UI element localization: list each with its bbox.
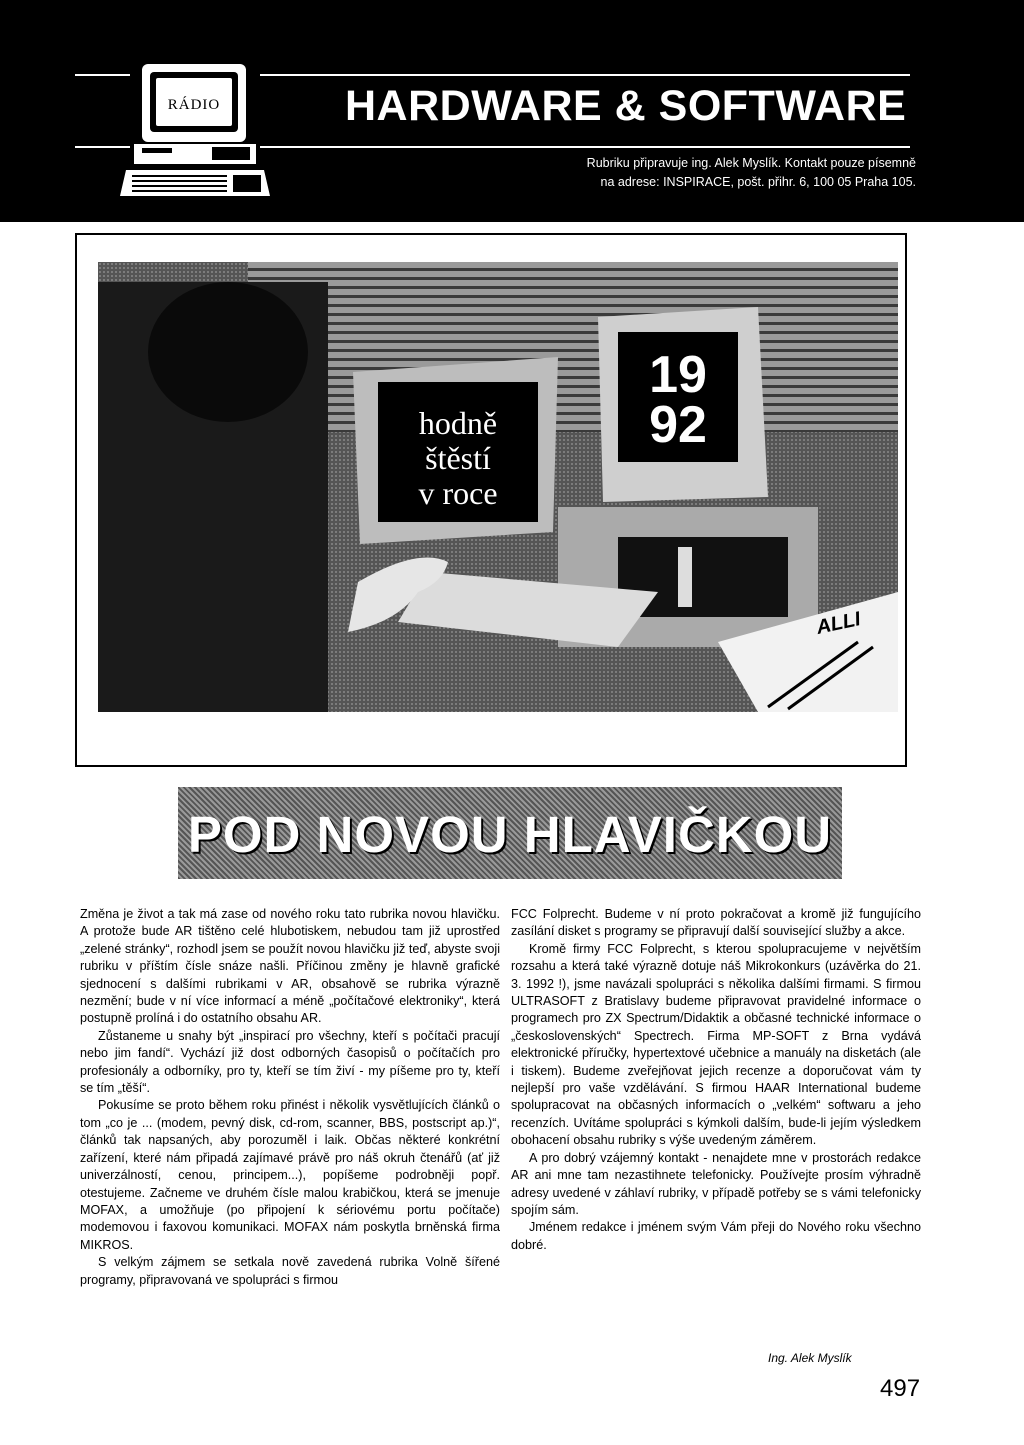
paragraph: Pokusíme se proto během roku přinést i několik vysvětlujících článků o tom „co je ... (modem, pevný disk, cd-rom, scanner, BBS, postscript ap.)“, článků tak napsaných, aby porozuměl i laik. Občas některé konkrétní zařízení, které nám připadá zajímavé právě pro náš okruh čtenářů (ať již univerzálností, cenou, principem...), popíšeme podrobněji popř. otestujeme. Začneme ve druhém čísle malou krabičkou, která se jmenuje MOFAX, a umožňuje (po připojení k sériovému portu počítače) modemovou i faxovou komunikaci. MOFAX nám poskytla brněnská firma MIKROS. <box>80 1098 500 1252</box>
paragraph: Jménem redakce i jménem svým Vám přeji do Nového roku všechno dobré. <box>511 1220 921 1252</box>
author-signature: Ing. Alek Myslík <box>768 1351 852 1365</box>
paragraph: S velkým zájmem se setkala nově zavedená rubrika Volně šířené programy, připravovaná ve spolupráci s firmou <box>80 1255 500 1287</box>
contact-info <box>496 154 916 192</box>
screen-right-line-2: 92 <box>649 396 707 454</box>
paragraph: A pro dobrý vzájemný kontakt - nenajdete mne v prostorách redakce AR ani mne tam nezastihnete telefonicky. Používejte prosím výhradně adresy uvedené v záhlaví rubriky, v případě potřeby se s vámi telefonicky spojím sám. <box>511 1150 921 1217</box>
computer-logo-icon <box>120 58 270 198</box>
contact-line-2: na adrese: INSPIRACE, pošt. přihr. 6, 100 05 Praha 105. <box>600 175 916 189</box>
screen-left-line-1: hodně <box>418 405 498 441</box>
photo-illustration <box>98 262 898 712</box>
paragraph: Zůstaneme u snahy být „inspirací pro všechny, kteří s počítači pracují nebo jim fandí“. Vychází již dost odborných časopisů o počítačích pro profesionály a odborníky, pro ty, kteří se tím živí - my píšeme pro ty, kteří se tím „těší“. <box>80 1028 500 1096</box>
section-header <box>0 0 1024 222</box>
paragraph: Změna je život a tak má zase od nového roku tato rubrika novou hlavičku. A protože bude AR tištěno celé hlubotiskem, nebudou tam již uprostřed „zelené stránky“, rozhodl jsem se použít novou hlavičku již teď, abyste svoji rubriku v příštím čísle snáze našli. Příčinou změny je hlavně grafické sjednocení s dalšími rubrikami v AR, obsahově se rubrika výrazně nezmění; bude v ní více informací a méně „počítačové elektroniky“, která postupně prolíná i do ostatního obsahu AR. <box>80 907 500 1026</box>
article-column-left <box>80 906 500 1289</box>
article-headline: POD NOVOU HLAVIČKOU <box>187 806 833 863</box>
article-column-right <box>511 906 921 1254</box>
screen-left-line-3: v roce <box>418 475 498 511</box>
page-number: 497 <box>880 1375 921 1402</box>
screen-right-line-1: 19 <box>649 346 707 404</box>
contact-line-1: Rubriku připravuje ing. Alek Myslík. Kontakt pouze písemně <box>586 156 916 170</box>
section-title: HARDWARE & SOFTWARE <box>345 82 907 130</box>
paragraph: FCC Folprecht. Budeme v ní proto pokračovat a kromě již fungujícího zasílání disket s programy se připravují další související služby a akce. <box>511 907 921 939</box>
headline-banner <box>178 787 842 879</box>
logo-text: RÁDIO <box>167 97 221 113</box>
paragraph: Kromě firmy FCC Folprecht, s kterou spolupracujeme v největším rozsahu a která také výrazně dotuje náš Mikrokonkurs (uzávěrka do 21. 3. 1992 !), jsme navázali spolupráci s několika dalšími firmami. S firmou ULTRASOFT z Bratislavy budeme připravovat pravidelné informace o programech pro ZX Spectrum/Didaktik a občasné technické informace o „československých“ Spectrech. Firma MP-SOFT z Brna vydává elektronické příručky, hypertextové učebnice a manuály na disketách (ale i tiskem). Budeme zveřejňovat jejich recenze a doporučovat vám ty nejlepší pro vaše vzdělávání. S firmou HAAR International budeme spolupracovat na občasných informacích o „velkém“ softwaru a jeho recenzích. Uvítáme spolupráci s kýmkoli dalším, bude-li jejím výsledkem obohacení obsahu rubriky s výše uvedeným záměrem. <box>511 941 921 1148</box>
screen-left-line-2: štěstí <box>425 440 491 476</box>
paper-text: ALLI <box>814 608 863 639</box>
